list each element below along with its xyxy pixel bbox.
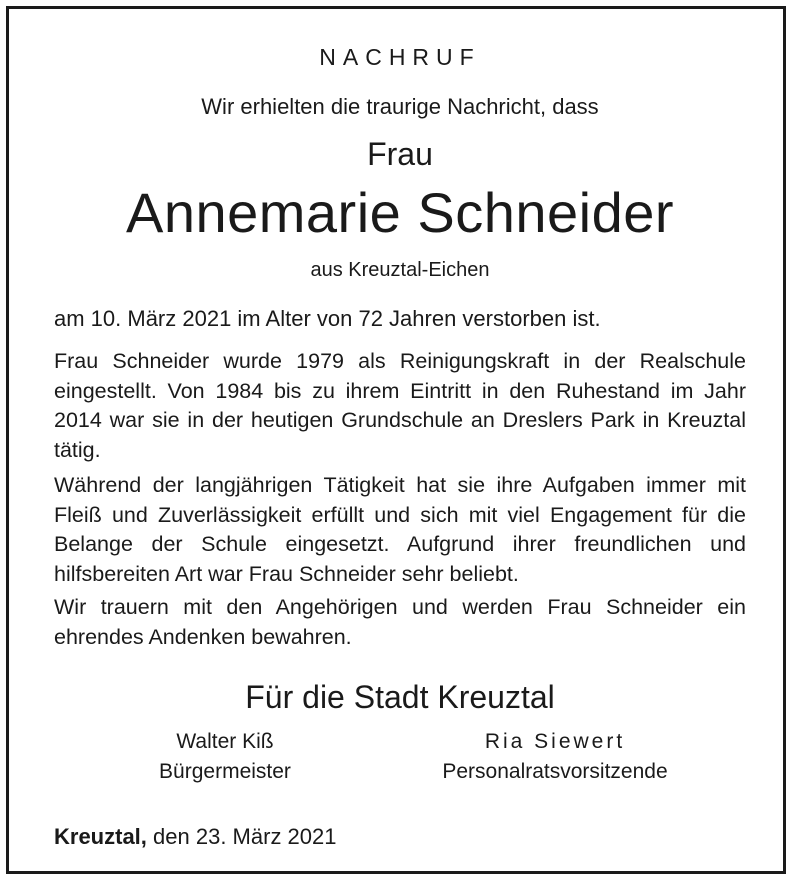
- signatory-mayor: [100, 727, 350, 787]
- notice-heading: NACHRUF: [319, 44, 481, 70]
- signatory-name: Walter Kiß: [176, 730, 274, 753]
- signatory-role: Bürgermeister: [159, 760, 291, 783]
- signatory-council-chair: [420, 727, 690, 787]
- passing-line: am 10. März 2021 im Alter von 72 Jahren verstorben ist.: [54, 306, 601, 331]
- signatory-role: Personalratsvorsitzende: [442, 760, 668, 783]
- issuer-line: Für die Stadt Kreuztal: [245, 679, 555, 715]
- place-date-line: [54, 824, 337, 850]
- deceased-title: Frau: [367, 136, 433, 172]
- paragraph-career: Frau Schneider wurde 1979 als Reinigungskraft in der Realschule eingestellt. Von 1984 bis zu ihrem Eintritt in den Ruhestand im Jahr 2014 war sie in der heutigen Grundschule an Dreslers Park in Kreuztal tätig.: [54, 349, 746, 462]
- paragraph-tribute: Während der langjährigen Tätigkeit hat sie ihre Aufgaben immer mit Fleiß und Zuverlässigkeit erfüllt und sich mit viel Engagement für die Belange der Schule eingesetzt. Aufgrund ihrer freundlichen und hilfsbereiten Art war Frau Schneider sehr beliebt.: [54, 473, 746, 586]
- signatory-name: Ria Siewert: [484, 730, 626, 753]
- paragraph-mourning: Wir trauern mit den Angehörigen und werden Frau Schneider ein ehrendes Andenken bewahren.: [54, 595, 746, 649]
- intro-line: Wir erhielten die traurige Nachricht, dass: [201, 94, 599, 119]
- deceased-origin: aus Kreuztal-Eichen: [310, 259, 490, 281]
- deceased-name: Annemarie Schneider: [125, 181, 675, 244]
- place-name: Kreuztal,: [54, 824, 147, 849]
- issue-date: den 23. März 2021: [153, 824, 337, 849]
